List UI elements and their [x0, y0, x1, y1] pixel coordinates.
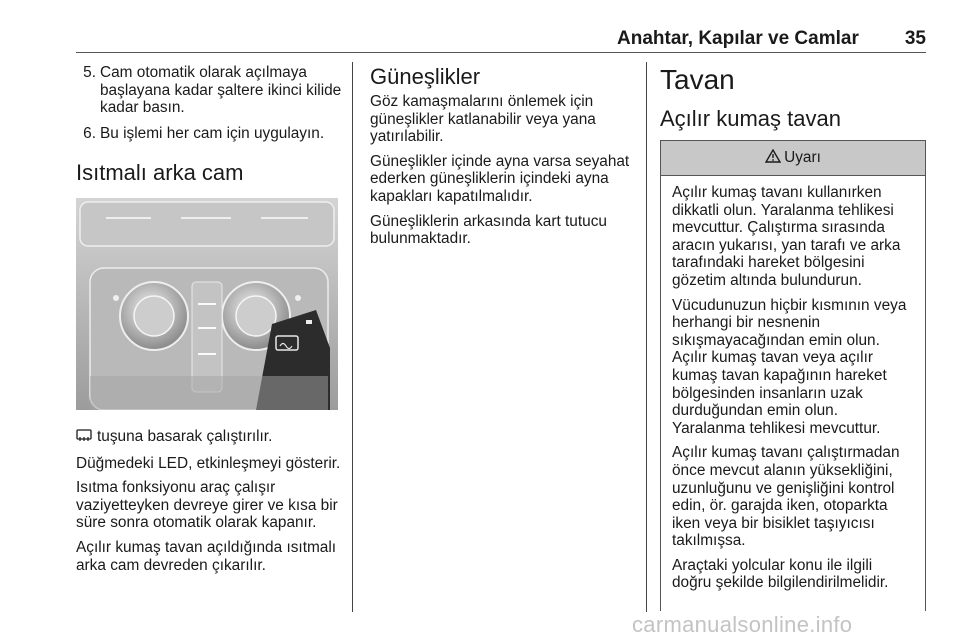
rear-window-heater-icon [76, 429, 92, 448]
watermark: carmanualsonline.info [632, 612, 853, 637]
warning-header [661, 141, 925, 176]
step-number: 6. [83, 124, 96, 142]
column-2 [370, 64, 638, 255]
step-number: 5. [83, 64, 96, 81]
step-text: Cam otomatik olarak açılmaya başlayana kadar şaltere ikinci kilide kadar basın. [100, 64, 342, 117]
column-divider-2 [646, 62, 647, 612]
paragraph: Açılır kumaş tavan açıldığında ısıtmalı arka cam devreden çıkarılır. [76, 538, 337, 574]
column-1-lower [76, 428, 344, 581]
paragraph-text: tuşuna basarak çalıştırılır. [97, 428, 273, 445]
list-item [76, 125, 344, 143]
column-3 [660, 64, 924, 132]
paragraph: Düğmedeki LED, etkinleşmeyi gösterir. [76, 454, 341, 472]
step-text: Bu işlemi her cam için uygulayın. [100, 124, 325, 142]
paragraph: Güneşlikler içinde ayna varsa seyahat ederken güneşliklerin içindeki ayna kapakları kapatılmalıdır. [370, 152, 630, 205]
warning-paragraph: Araçtaki yolcular konu ile ilgili doğru şekilde bilgilendirilmelidir. [672, 556, 889, 592]
column-divider-1 [352, 62, 353, 612]
climate-control-panel-figure [76, 198, 338, 410]
warning-paragraph: Açılır kumaş tavanı kullanırken dikkatli olun. Yaralanma tehlikesi mevcuttur. Çalıştırma sırasında aracın yukarısı, yan tarafı ve arka tarafındaki hareket bölgesini gözetim altında bulundurun. [672, 184, 901, 289]
chapter-title-roof: Tavan [660, 64, 735, 95]
header-rule [76, 52, 926, 53]
warning-triangle-icon [765, 149, 781, 168]
steps-list [76, 64, 344, 142]
section-title-folding-roof: Açılır kumaş tavan [660, 106, 841, 131]
paragraph: Isıtma fonksiyonu araç çalışır vaziyetteyken devreye girer ve kısa bir süre sonra otomatik olarak kapanır. [76, 479, 338, 532]
column-1 [76, 64, 344, 186]
section-title-heated-rear-window: Isıtmalı arka cam [76, 160, 244, 186]
header-title: Anahtar, Kapılar ve Camlar [617, 28, 859, 49]
warning-paragraph: Açılır kumaş tavanı çalıştırmadan önce mevcut alanın yüksekliğini, uzunluğunu ve genişliğini kontrol edin, ör. garajda iken, otoparkta iken veya bir bisiklet taşıyıcısı takılmışsa. [672, 444, 900, 550]
list-item [76, 64, 344, 117]
paragraph: Göz kamaşmalarını önlemek için güneşlikler katlanabilir veya yana yatırılabilir. [370, 93, 596, 146]
warning-body [661, 176, 925, 592]
page-header [560, 28, 926, 50]
warning-paragraph: Vücudunuzun hiçbir kısmının veya herhangi bir nesnenin sıkışmayacağından emin olun. Açılır kumaş tavan veya açılır kumaş tavan kapağının hareket bölgesinden insanların uzak durduğundan emin olun. Yaralanma tehlikesi mevcuttur. [672, 296, 907, 437]
paragraph: Güneşliklerin arkasında kart tutucu bulunmaktadır. [370, 212, 607, 248]
warning-title: Uyarı [784, 149, 821, 166]
page-number: 35 [904, 28, 926, 49]
paragraph [76, 428, 344, 448]
warning-box [660, 140, 926, 611]
section-title-sun-visors: Güneşlikler [370, 64, 481, 89]
